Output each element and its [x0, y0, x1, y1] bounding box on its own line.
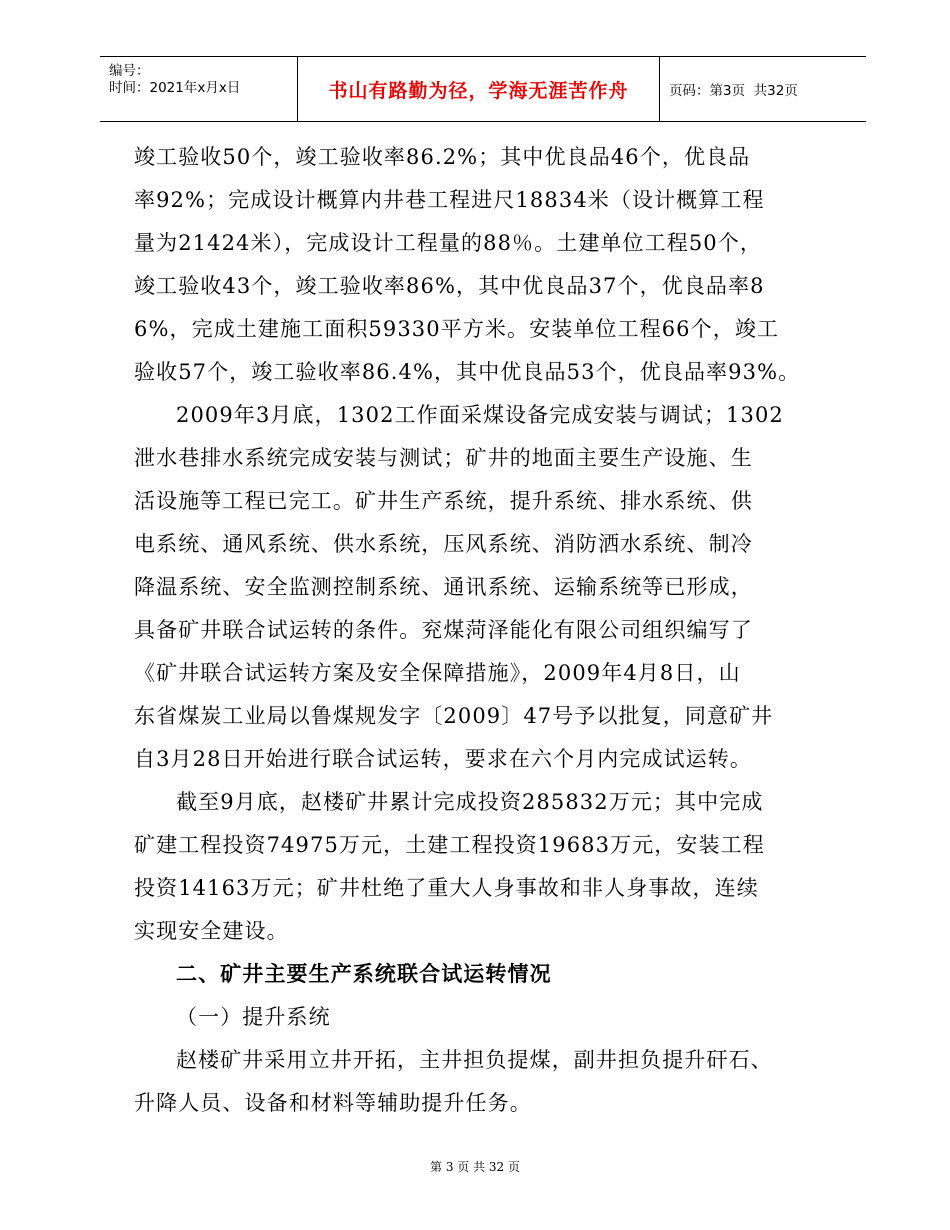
body-line: 升降人员、设备和材料等辅助提升任务。 [134, 1091, 532, 1115]
header-motto: 书山有路勤为径，学海无涯苦作舟 [298, 57, 660, 121]
body-line: 具备矿井联合试运转的条件。兖煤菏泽能化有限公司组织编写了 [134, 618, 753, 642]
body-line: 实现安全建设。 [134, 919, 289, 943]
body-line: 自3月28日开始进行联合试运转，要求在六个月内完成试运转。 [134, 747, 752, 771]
header-page-info [660, 57, 866, 121]
body-line: 投资14163万元；矿井杜绝了重大人身事故和非人身事故，连续 [134, 876, 759, 900]
page-info-text: 页码：第3页 共32页 [669, 83, 798, 99]
body-line: 矿建工程投资74975万元，土建工程投资19683万元，安装工程 [134, 833, 765, 857]
page-footer: 第 3 页 共 32 页 [430, 1160, 520, 1174]
body-line: 量为21424米），完成设计工程量的88％。土建单位工程50个， [134, 231, 762, 255]
body-line: 泄水巷排水系统完成安装与测试；矿井的地面主要生产设施、生 [134, 446, 753, 470]
doc-time-label: 时间：2021年x月x日 [109, 80, 241, 96]
body-line: 竣工验收43个，竣工验收率86%，其中优良品37个，优良品率8 [134, 274, 765, 298]
body-line: 东省煤炭工业局以鲁煤规发字〔2009〕47号予以批复，同意矿井 [134, 704, 774, 728]
body-line: 活设施等工程已完工。矿井生产系统，提升系统、排水系统、供 [134, 489, 753, 513]
document-body [134, 136, 846, 1125]
body-line: 率92%；完成设计概算内井巷工程进尺18834米（设计概算工程 [134, 188, 765, 212]
body-line: 赵楼矿井采用立井开拓，主井担负提煤，副井担负提升矸石、 [176, 1048, 773, 1072]
body-line: 降温系统、安全监测控制系统、通讯系统、运输系统等已形成， [134, 575, 753, 599]
body-line: 验收57个，竣工验收率86.4%，其中优良品53个，优良品率93%。 [134, 360, 801, 384]
body-line: 2009年3月底，1302工作面采煤设备完成安装与调试；1302 [176, 403, 784, 427]
page-header [100, 56, 866, 122]
section-heading: 二、矿井主要生产系统联合试运转情况 [176, 962, 552, 986]
doc-number-label: 编号： [109, 63, 150, 79]
body-line: 竣工验收50个，竣工验收率86.2%；其中优良品46个，优良品 [134, 145, 751, 169]
body-line: 6%，完成土建施工面积59330平方米。安装单位工程66个，竣工 [134, 317, 780, 341]
body-line: 电系统、通风系统、供水系统，压风系统、消防洒水系统、制冷 [134, 532, 753, 556]
subsection-heading: （一）提升系统 [176, 1005, 331, 1029]
body-line: 《矿井联合试运转方案及安全保障措施》，2009年4月8日，山 [134, 661, 741, 685]
body-line: 截至9月底，赵楼矿井累计完成投资285832万元；其中完成 [176, 790, 764, 814]
header-meta [100, 57, 298, 121]
